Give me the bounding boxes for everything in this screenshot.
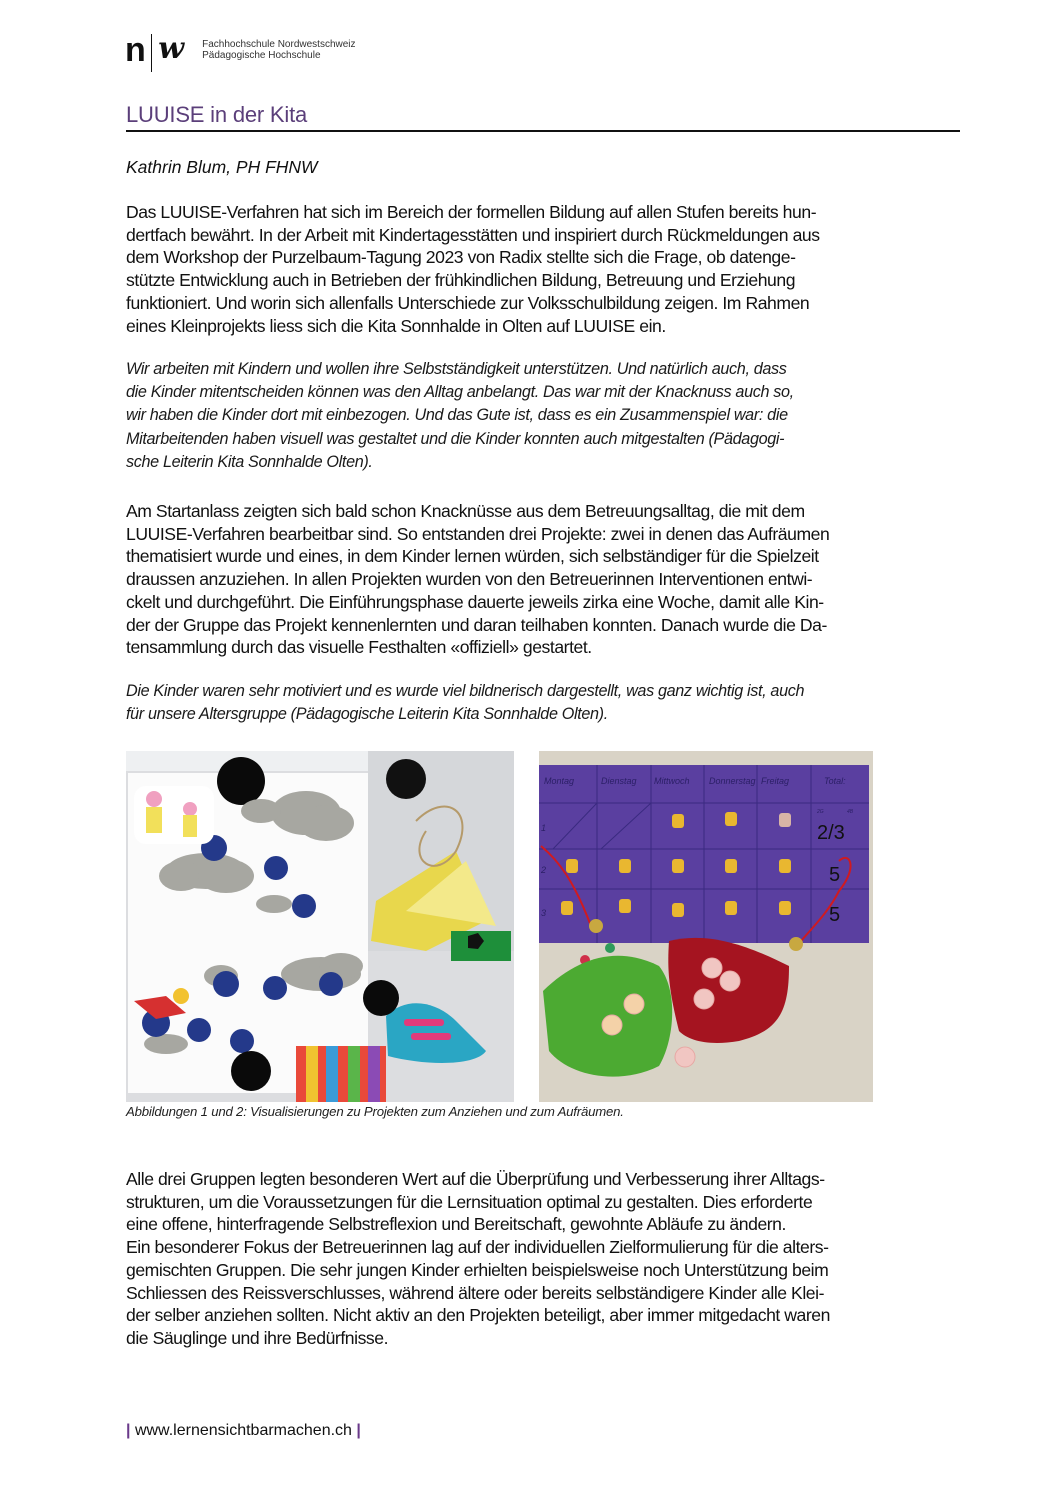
figure-2-photo [539,751,873,1102]
poster-row-2: 2 [541,865,547,875]
paragraph-start: Am Startanlass zeigten sich bald schon Knacknüsse aus dem Betreuungsalltag, die mit dem LUUISE-Verfahren bearbeitbar sind. So entstanden drei Projekte: zwei in denen das Aufräumen thematisiert wurde und eines, in dem Kinder lernen würden, sich selbständiger für die Spielzeit draussen anzuziehen. In allen Projekten wurden von den Betreuerinnen Interventionen entwi- ckelt und durchgeführt. Die Einführungsphase dauerte jeweils zirka eine Woche, damit alle Kin- der der Gruppe das Projekt kennenlernten und daran teilhaben konnten. Danach wurde die Da- tensammlung durch das visuelle Festhalten «offiziell» gestartet. [126,501,830,658]
institution-name [202,39,355,61]
author-line: Kathrin Blum, PH FHNW [126,157,318,177]
figure-1-photo [126,751,514,1102]
poster-day-5: Total: [824,776,846,786]
poster-row-1: 1 [541,823,547,833]
paragraph-groups: Alle drei Gruppen legten besonderen Wert auf die Überprüfung und Verbesserung ihrer Alltags- strukturen, um die Voraussetzungen für die Lernsituation optimal zu gestalten. Dies erforderte eine offene, hinterfragende Selbstreflexion und Bereitschaft, gewohnte Abläufe zu ändern. Ein besonderer Fokus der Betreuerinnen lag auf der individuellen Zielformulierung für die alters- gemischten Gruppen. Die sehr jungen Kinder erhielten beispielsweise noch Unterstützung beim Schliessen des Reissverschlusses, während ältere oder bereits selbständigere Kinder alle Klei- der selber anziehen sollten. Nicht aktiv an den Projekten beteiligt, aber immer mitgedacht waren die Säuglinge und ihre Bedürfnisse. [126,1169,830,1348]
page-title: LUUISE in der Kita [126,102,308,127]
poster-row-3: 3 [541,908,547,918]
figure-caption: Abbildungen 1 und 2: Visualisierungen zu Projekten zum Anziehen und zum Aufräumen. [126,1104,624,1119]
footer-pipe-left: | [126,1422,131,1439]
poster-day-3: Donnerstag [709,776,756,786]
poster-total-1: 2/3 [817,822,845,844]
logo-divider [151,34,153,72]
poster-day-1: Dienstag [601,776,637,786]
title-rule [126,130,960,132]
figure-2-illustration [539,751,873,1102]
institution-line-1: Fachhochschule Nordwestschweiz [202,39,356,50]
fhnw-logo [125,33,356,73]
logo-mark-n: n [125,31,146,69]
quote-2: Die Kinder waren sehr motiviert und es wurde viel bildnerisch dargestellt, was ganz wichtig ist, auch für unsere Altersgruppe (Pädagogische Leiterin Kita Sonnhalde Olten). [126,682,805,724]
quote-1: Wir arbeiten mit Kindern und wollen ihre Selbstständigkeit unterstützen. Und natürlich auch, dass die Kinder mitentscheiden können was den Alltag anbelangt. Das war mit der Knacknuss auch so, wir haben die Kinder dort mit einbezogen. Und das Gute ist, dass es ein Zusammenspiel war: die Mitarbeitenden haben visuell was gestaltet und die Kinder konnten auch mitgestalten (Pädagogi- sche Leiterin Kita Sonnhalde Olten). [126,360,794,471]
footer [126,1422,361,1440]
poster-total-sublabel-1: 2G [817,809,824,815]
poster-day-2: Mittwoch [654,776,690,786]
paragraph-intro: Das LUUISE-Verfahren hat sich im Bereich der formellen Bildung auf allen Stufen bereits hun- dertfach bewährt. In der Arbeit mit Kindertagesstätten und inspiriert durch Rückmeldungen aus dem Workshop der Purzelbaum-Tagung 2023 von Radix stellte sich die Frage, ob datenge- stützte Entwicklung auch in Betrieben der frühkindlichen Bildung, Betreuung und Erziehung funktioniert. Und worin sich allenfalls Unterschiede zur Volksschulbildung zeigen. Im Rahmen eines Kleinprojekts liess sich die Kita Sonnhalde in Olten auf LUUISE ein. [126,202,820,336]
logo-mark-w: w [158,31,185,66]
peppa-sticker [134,786,214,844]
figure-1-illustration [126,751,514,1102]
poster-day-4: Freitag [761,776,790,786]
poster-total-2: 5 [829,864,841,886]
poster-day-0: Montag [544,776,575,786]
footer-website-link[interactable]: www.lernensichtbarmachen.ch [134,1422,352,1439]
poster-total-sublabel-2: 4B [847,809,854,815]
jacket-sticker [296,1046,386,1102]
poster-total-3: 5 [829,904,841,926]
institution-line-2: Pädagogische Hochschule [202,50,321,61]
footer-pipe-right: | [356,1422,361,1439]
